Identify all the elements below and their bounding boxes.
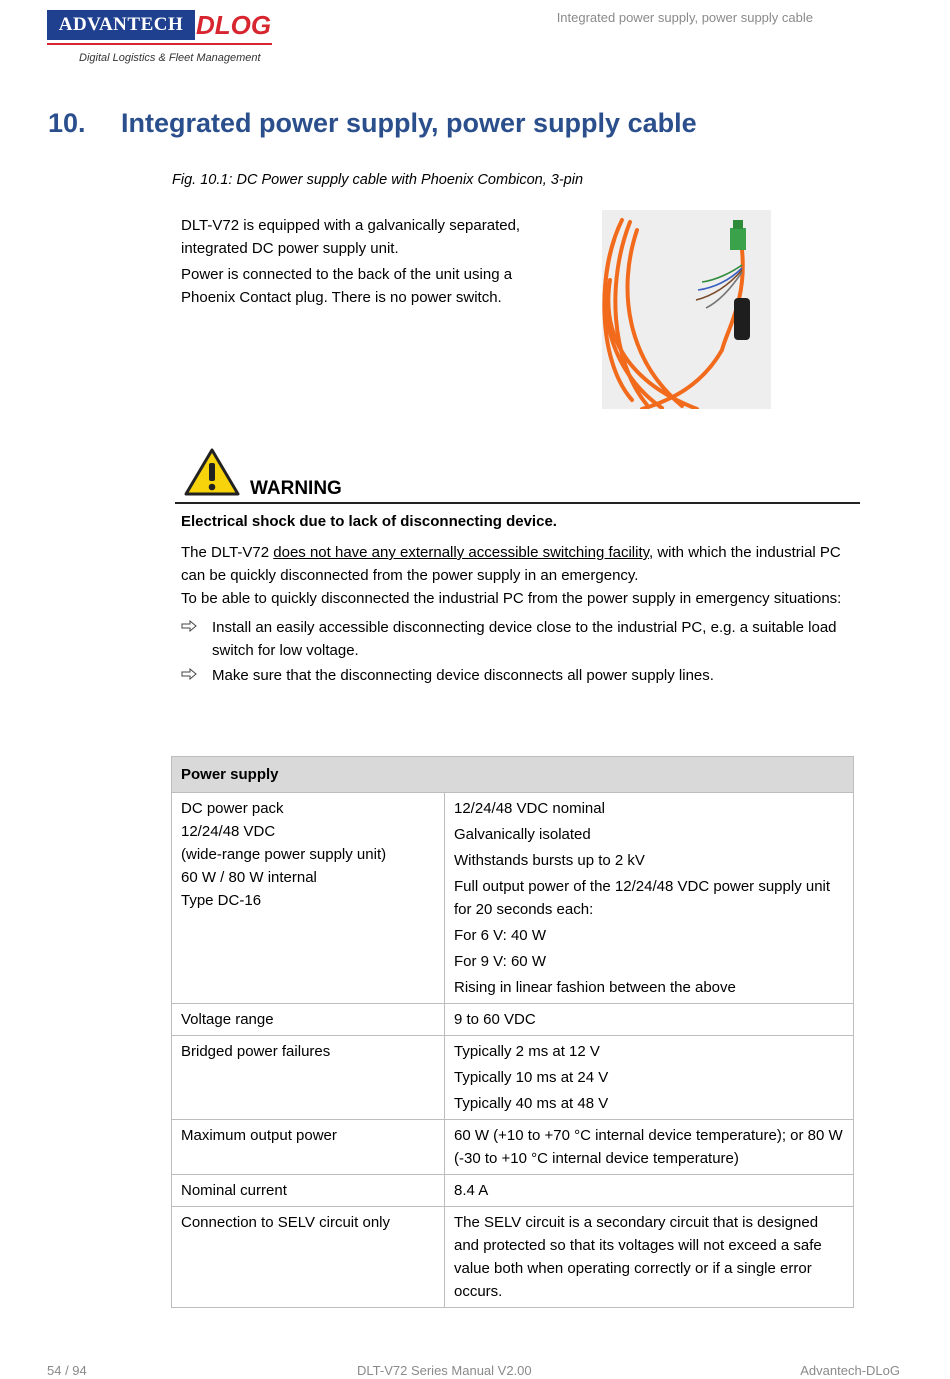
table-cell-label: Voltage range	[172, 1004, 445, 1036]
arrow-right-icon	[181, 668, 197, 680]
list-item: Make sure that the disconnecting device disconnects all power supply lines.	[181, 664, 856, 687]
page-number: 54 / 94	[47, 1363, 87, 1378]
table-row	[172, 1175, 854, 1207]
warning-body	[181, 541, 856, 689]
table-row	[172, 793, 854, 1004]
chapter-number: 10.	[48, 108, 86, 138]
figure-caption: Fig. 10.1: DC Power supply cable with Phoenix Combicon, 3-pin	[172, 172, 584, 188]
logo-divider	[47, 43, 272, 45]
intro-paragraph: Power is connected to the back of the unit using a Phoenix Contact plug. There is no power switch.	[181, 266, 513, 306]
document-title: DLT-V72 Series Manual V2.00	[357, 1363, 532, 1378]
chapter-title	[48, 108, 697, 139]
list-item: Install an easily accessible disconnecting device close to the industrial PC, e.g. a suitable load switch for low voltage.	[181, 616, 856, 662]
power-supply-table	[171, 756, 854, 1308]
table-cell-label: Nominal current	[172, 1175, 445, 1207]
table-cell-label: DC power pack 12/24/48 VDC (wide-range power supply unit) 60 W / 80 W internal Type DC-16	[172, 793, 445, 1004]
logo-tagline: Digital Logistics & Fleet Management	[79, 52, 261, 64]
table-cell-value: 8.4 A	[445, 1175, 854, 1207]
arrow-right-icon	[181, 620, 197, 632]
warning-actions	[181, 616, 856, 687]
table-header: Power supply	[172, 757, 854, 793]
table-cell-value: 9 to 60 VDC	[445, 1004, 854, 1036]
warning-divider	[175, 502, 860, 504]
warning-triangle-icon	[183, 447, 241, 497]
logo-dlog: DLOG	[195, 10, 272, 40]
table-cell-value: 12/24/48 VDC nominal Galvanically isolated Withstands bursts up to 2 kV Full output power of the 12/24/48 VDC power supply unit for 20 seconds each: For 6 V: 40 W For 9 V: 60 W Rising in linear fashion between the above	[445, 793, 854, 1004]
cable-photo	[602, 210, 771, 409]
table-row	[172, 1004, 854, 1036]
table-cell-label: Connection to SELV circuit only	[172, 1207, 445, 1308]
intro-paragraph: DLT-V72 is equipped with a galvanically separated, integrated DC power supply unit.	[181, 217, 521, 257]
table-cell-value: The SELV circuit is a secondary circuit that is designed and protected so that its voltages will not exceed a safe value both when operating correctly or if a single error occurs.	[445, 1207, 854, 1308]
table-cell-label: Maximum output power	[172, 1120, 445, 1175]
running-header: Integrated power supply, power supply cable	[556, 10, 813, 25]
intro-text	[181, 214, 561, 312]
table-cell-value: 60 W (+10 to +70 °C internal device temperature); or 80 W (-30 to +10 °C internal device temperature)	[445, 1120, 854, 1175]
warning-emphasis: does not have any externally accessible switching facility	[273, 544, 650, 561]
logo-advantech: ADVANTECH	[47, 10, 195, 40]
company-logo	[47, 10, 272, 68]
warning-title: WARNING	[250, 478, 342, 499]
company-name: Advantech-DLoG	[800, 1363, 900, 1378]
warning-subtitle: Electrical shock due to lack of disconnecting device.	[181, 513, 557, 530]
warning-paragraph-1: The DLT-V72 does not have any externally accessible switching facility, with which the industrial PC can be quickly disconnected from the power supply in an emergency.	[181, 544, 841, 584]
table-cell-value: Typically 2 ms at 12 V Typically 10 ms at 24 V Typically 40 ms at 48 V	[445, 1036, 854, 1120]
table-row	[172, 1207, 854, 1308]
table-row	[172, 1120, 854, 1175]
table-row	[172, 1036, 854, 1120]
table-cell-label: Bridged power failures	[172, 1036, 445, 1120]
chapter-title-text: Integrated power supply, power supply cable	[121, 108, 697, 138]
warning-paragraph-2: To be able to quickly disconnected the industrial PC from the power supply in emergency situations:	[181, 590, 842, 607]
